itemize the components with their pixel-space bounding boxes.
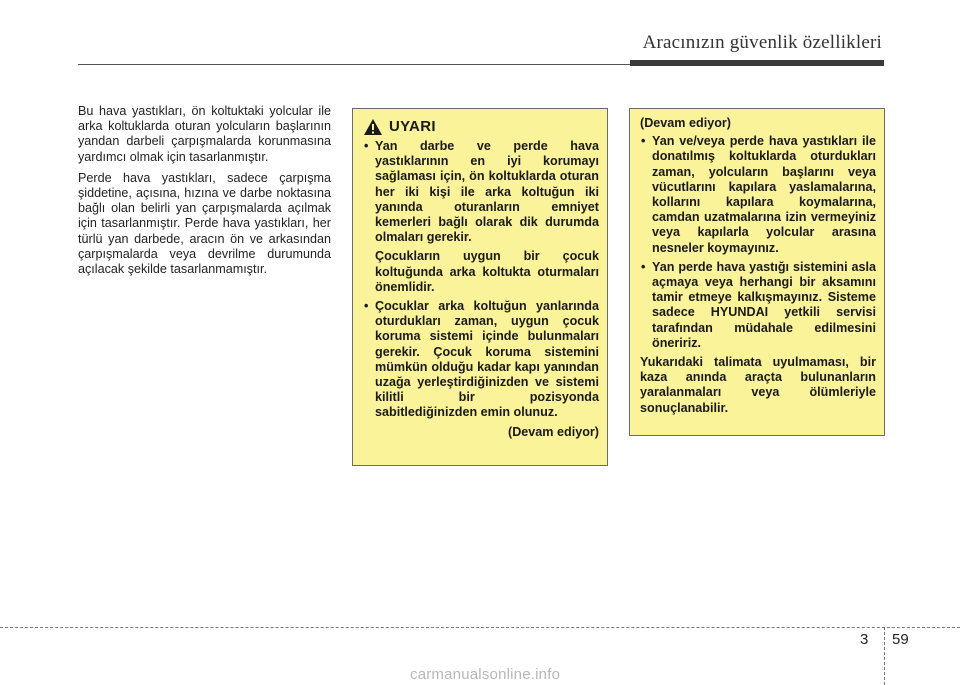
section-title: Aracınızın güvenlik özellikleri bbox=[642, 32, 882, 53]
continued-item-text: Yan perde hava yastığı sistemini asla açmaya veya herhangi bir aksamını tamir etmeye kalkışmayınız. Sisteme sadece HYUNDAI yetkili servisi tarafından müdahale edilmesini öneririz. bbox=[652, 259, 876, 350]
chapter-number: 3 bbox=[860, 631, 869, 648]
warning-title: UYARI bbox=[389, 118, 436, 136]
warning-header bbox=[363, 118, 599, 136]
warning-item bbox=[363, 139, 599, 295]
warning-item-subtext: Çocukların uygun bir çocuk koltuğunda arka koltukta oturmaları önemlidir. bbox=[375, 249, 599, 294]
body-paragraph: Bu hava yastıkları, ön koltuktaki yolcular ile arka koltuklarda oturan yolcuların başlarının yandan darbeli çarpışmalarda korunmasına yardımcı olmak için tasarlanmıştır. bbox=[78, 104, 331, 164]
footer-rule bbox=[0, 627, 960, 628]
body-paragraph: Perde hava yastıkları, sadece çarpışma şiddetine, açısına, hızına ve darbe noktasına bağlı olan belirli yan çarpışmalarda açılmak için tasarlanmıştır. Perde hava yastıkları, her türlü yan darbede, aracın ön ve arkasından çarpışmalarda veya devrilme durumunda açılacak şekilde tasarlanmamıştır. bbox=[78, 170, 331, 277]
continued-item bbox=[640, 134, 876, 256]
continued-note: (Devam ediyor) bbox=[508, 424, 599, 439]
warning-item bbox=[363, 299, 599, 421]
body-text-column bbox=[78, 104, 331, 283]
footer-divider bbox=[884, 627, 885, 685]
continued-list bbox=[640, 134, 876, 351]
warning-triangle-icon bbox=[363, 118, 383, 136]
warning-box bbox=[352, 108, 608, 466]
header-accent-bar bbox=[630, 60, 884, 66]
closing-statement: Yukarıdaki talimata uyulmaması, bir kaza anında araçta bulunanların yaralanmaları veya ölümleriyle sonuçlanabilir. bbox=[640, 355, 876, 415]
page-number: 59 bbox=[892, 631, 909, 648]
warning-item-text: Yan darbe ve perde hava yastıklarının en iyi korumayı sağlaması için, ön koltuklarda oturan her iki kişi ile arka koltuğun iki yanında oturanların emniyet kemerleri bağlı olarak dik durumda olmaları gerekir. bbox=[375, 139, 599, 245]
continued-header: (Devam ediyor) bbox=[640, 116, 731, 130]
continued-item-text: Yan ve/veya perde hava yastıkları ile donatılmış koltuklarda oturdukları zaman, yolcuların başlarını veya vücutlarını kapılara yaslamalarına, kollarını kapılara koymalarına, camdan uzatmalarına izin vermeyiniz veya kapılarla yolcular arasına nesneler koymayınız. bbox=[652, 134, 876, 255]
warning-item-text: Çocuklar arka koltuğun yanlarında oturdukları zaman, uygun çocuk koruma sistemi içinde bulunmaları gerekir. Çocuk koruma sistemini mümkün olduğu kadar kapı yanından uzağa yerleştirdiğinizden ve sistemi kilitli bir pozisyonda sabitlediğinizden emin olunuz. bbox=[375, 299, 599, 420]
warning-list bbox=[363, 139, 599, 421]
watermark-text: carmanualsonline.info bbox=[410, 666, 561, 683]
continued-warning-box bbox=[629, 108, 885, 436]
continued-item bbox=[640, 260, 876, 351]
